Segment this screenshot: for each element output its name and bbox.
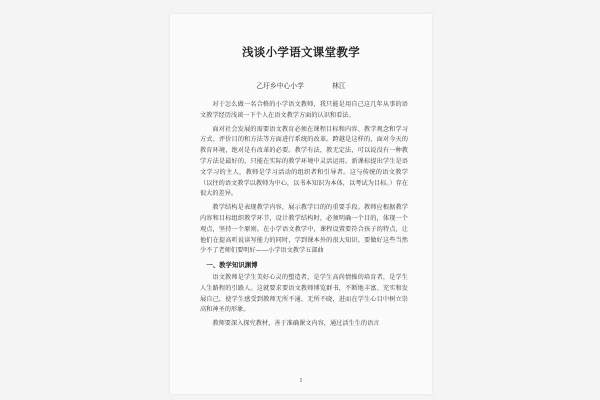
page-number: 1 [299,378,303,384]
document-body [200,100,408,333]
paragraph-reform: 面对社会发展的需要语文教育必须在课程目标和内容、教学观念和学习方式、评价目的和方法等方面进行系统的改革。跨越是这样的，面对今天的教育环境，绝对是有改革的必要。教学有法，教无定法，可以说没有一种教学方法是最好的，只能在实际的教学环境中灵活运用。新课标提出学生是语文学习的主人，教师是学习活动的组织者和引导者。这与传统的语文教学（以往的语文教学以教师为中心，以书本知识为本体，以考试为目标。）存在很大的差异。 [200,125,408,198]
paragraph-structure: 教学结构是表现教学内容，展示教学目的的重要手段。教师应根据教学内容和目标组织教学环节，设计教学结构时，必须明确一个目的，体现一个观点，坚持一个原则。在小学语文教学中，课程设置要符合孩子的特点，让他们在提高听说读写能力的同时，学到课本外的很大知识。要做好这些当然少不了老师们要明好——小学语文教学五部曲 [200,204,408,255]
paragraph-teaching-material: 教师要深入探究教材，善于准确课文内容，通过活生生的语言 [212,320,380,328]
document-title: 浅谈小学语文课堂教学 [242,45,360,59]
paragraph-intro: 对于怎么做一名合格的小学语文教师，我只能是用自己这几年从事的语文教学经历浅谈一下个人在语文教学方面的认识和看法。 [200,101,408,119]
author-name: 林江 [332,82,346,90]
school-name: 乙圩乡中心小学 [256,82,304,90]
paragraph-teacher-role: 语文教师是学生美好心灵的塑造者，是学生高尚情操的培育者，是学生人生路程的引路人。这就要求要语文教师博览群书，不断地丰富、充实和发展自己，使学生感受到教师无所不通、无所不晓，进而在学生心目中树立崇高和神圣的形象。 [200,273,408,314]
section-heading: 一、教学知识渊博 [206,261,258,270]
author-line [170,80,432,90]
document-page [170,14,432,394]
